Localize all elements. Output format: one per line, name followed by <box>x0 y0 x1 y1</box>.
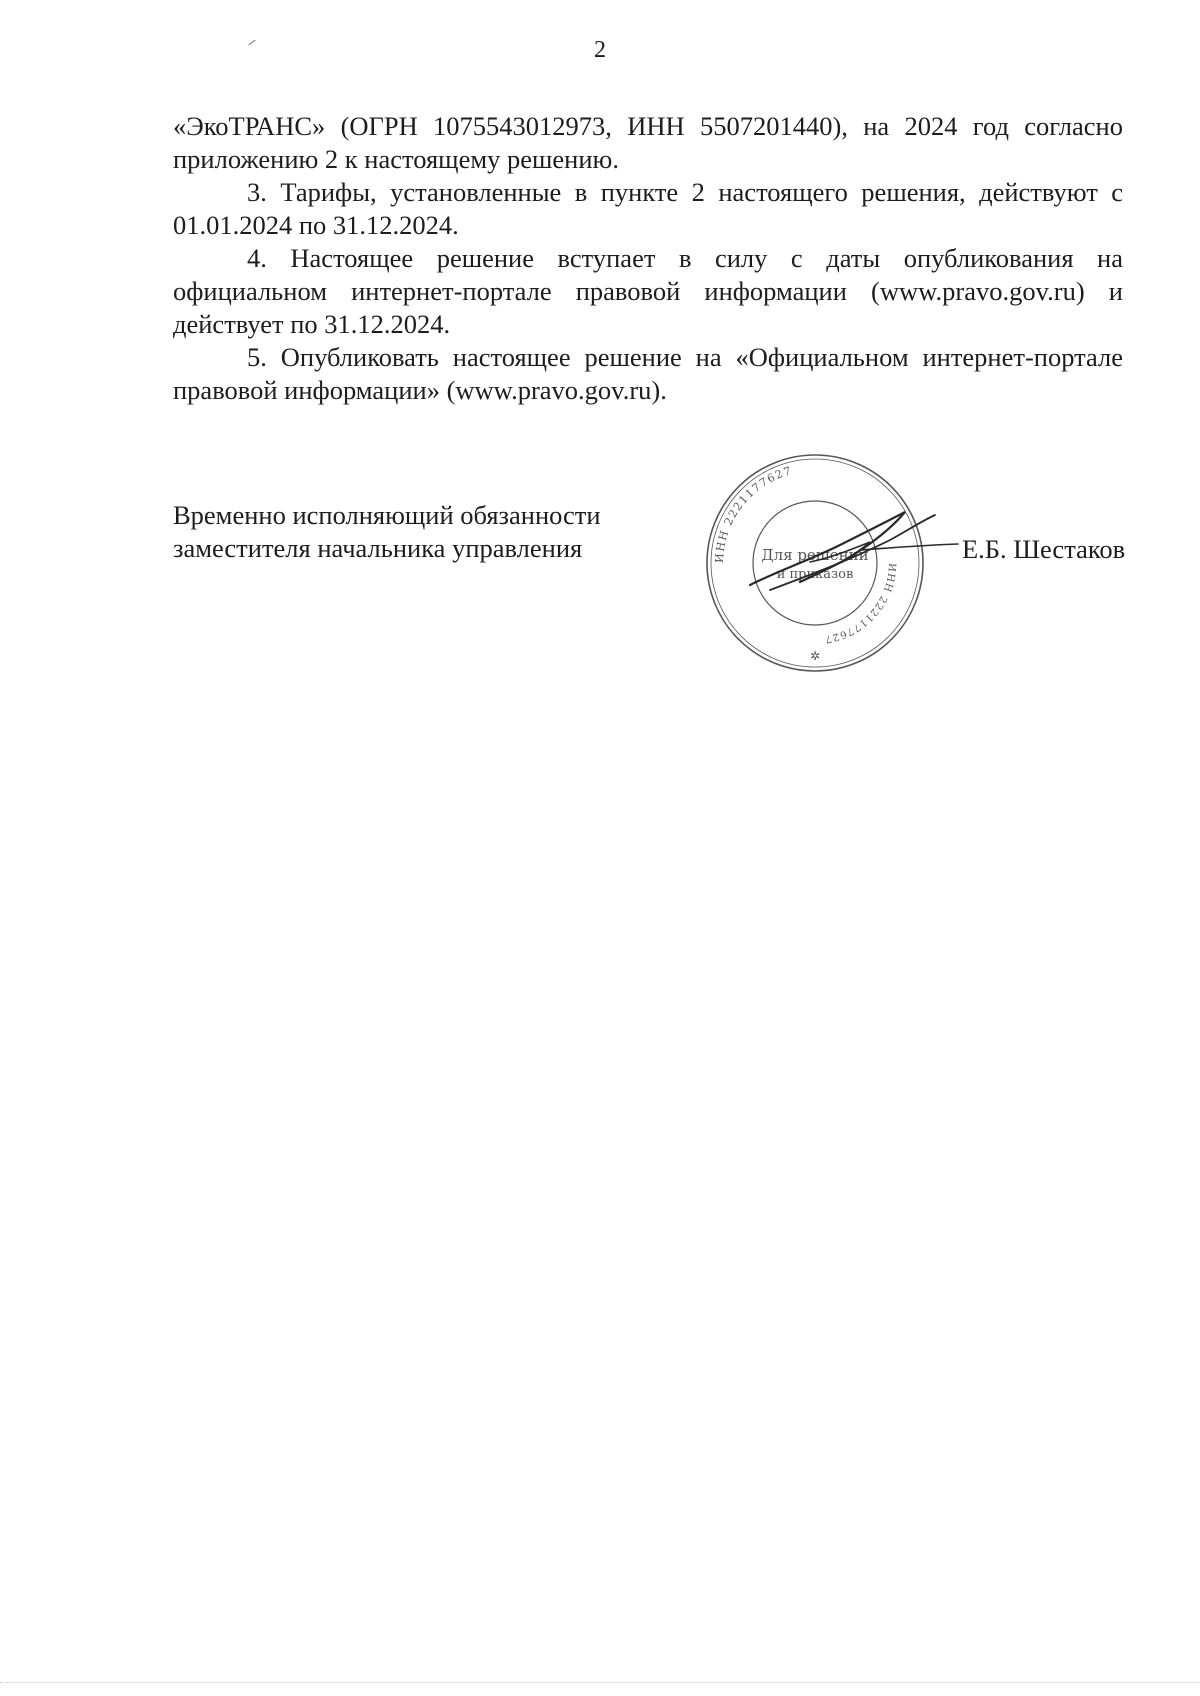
stamp-center-line-2: и приказов <box>776 567 854 582</box>
paragraph-4: 4. Настоящее решение вступает в силу с даты опубликования на официальном интернет-портале правовой информации (www.pravo.gov.ru) и действует по 31.12.2024. <box>173 243 1123 339</box>
stamp-outer-inn-text: ИНН 2221177627 <box>712 463 794 564</box>
paragraph-continuation: «ЭкоТРАНС» (ОГРН 1075543012973, ИНН 5507201440), на 2024 год согласно приложению 2 к настоящему решению. <box>173 111 1123 174</box>
scan-bottom-edge <box>0 1682 1200 1683</box>
signatory-title-line-2: заместителя начальника управления <box>173 533 583 563</box>
handwritten-signature <box>740 500 960 610</box>
signatory-name: Е.Б. Шестаков <box>962 534 1126 564</box>
page-number: 2 <box>594 37 606 63</box>
document-body <box>173 110 1123 407</box>
signatory-title-line-1: Временно исполняющий обязанности <box>173 500 601 530</box>
stamp-center-line-1: Для решений <box>761 546 869 564</box>
paragraph-3: 3. Тарифы, установленные в пункте 2 настоящего решения, действуют с 01.01.2024 по 31.12.2024. <box>173 177 1123 240</box>
stamp-star-icon: ✲ <box>809 649 821 663</box>
stamp-inner-inn-text: ИНН 2221177627 <box>823 562 898 645</box>
paragraph-5: 5. Опубликовать настоящее решение на «Официальном интернет-портале правовой информации» (www.pravo.gov.ru). <box>173 342 1123 405</box>
signatory-title <box>173 499 693 565</box>
